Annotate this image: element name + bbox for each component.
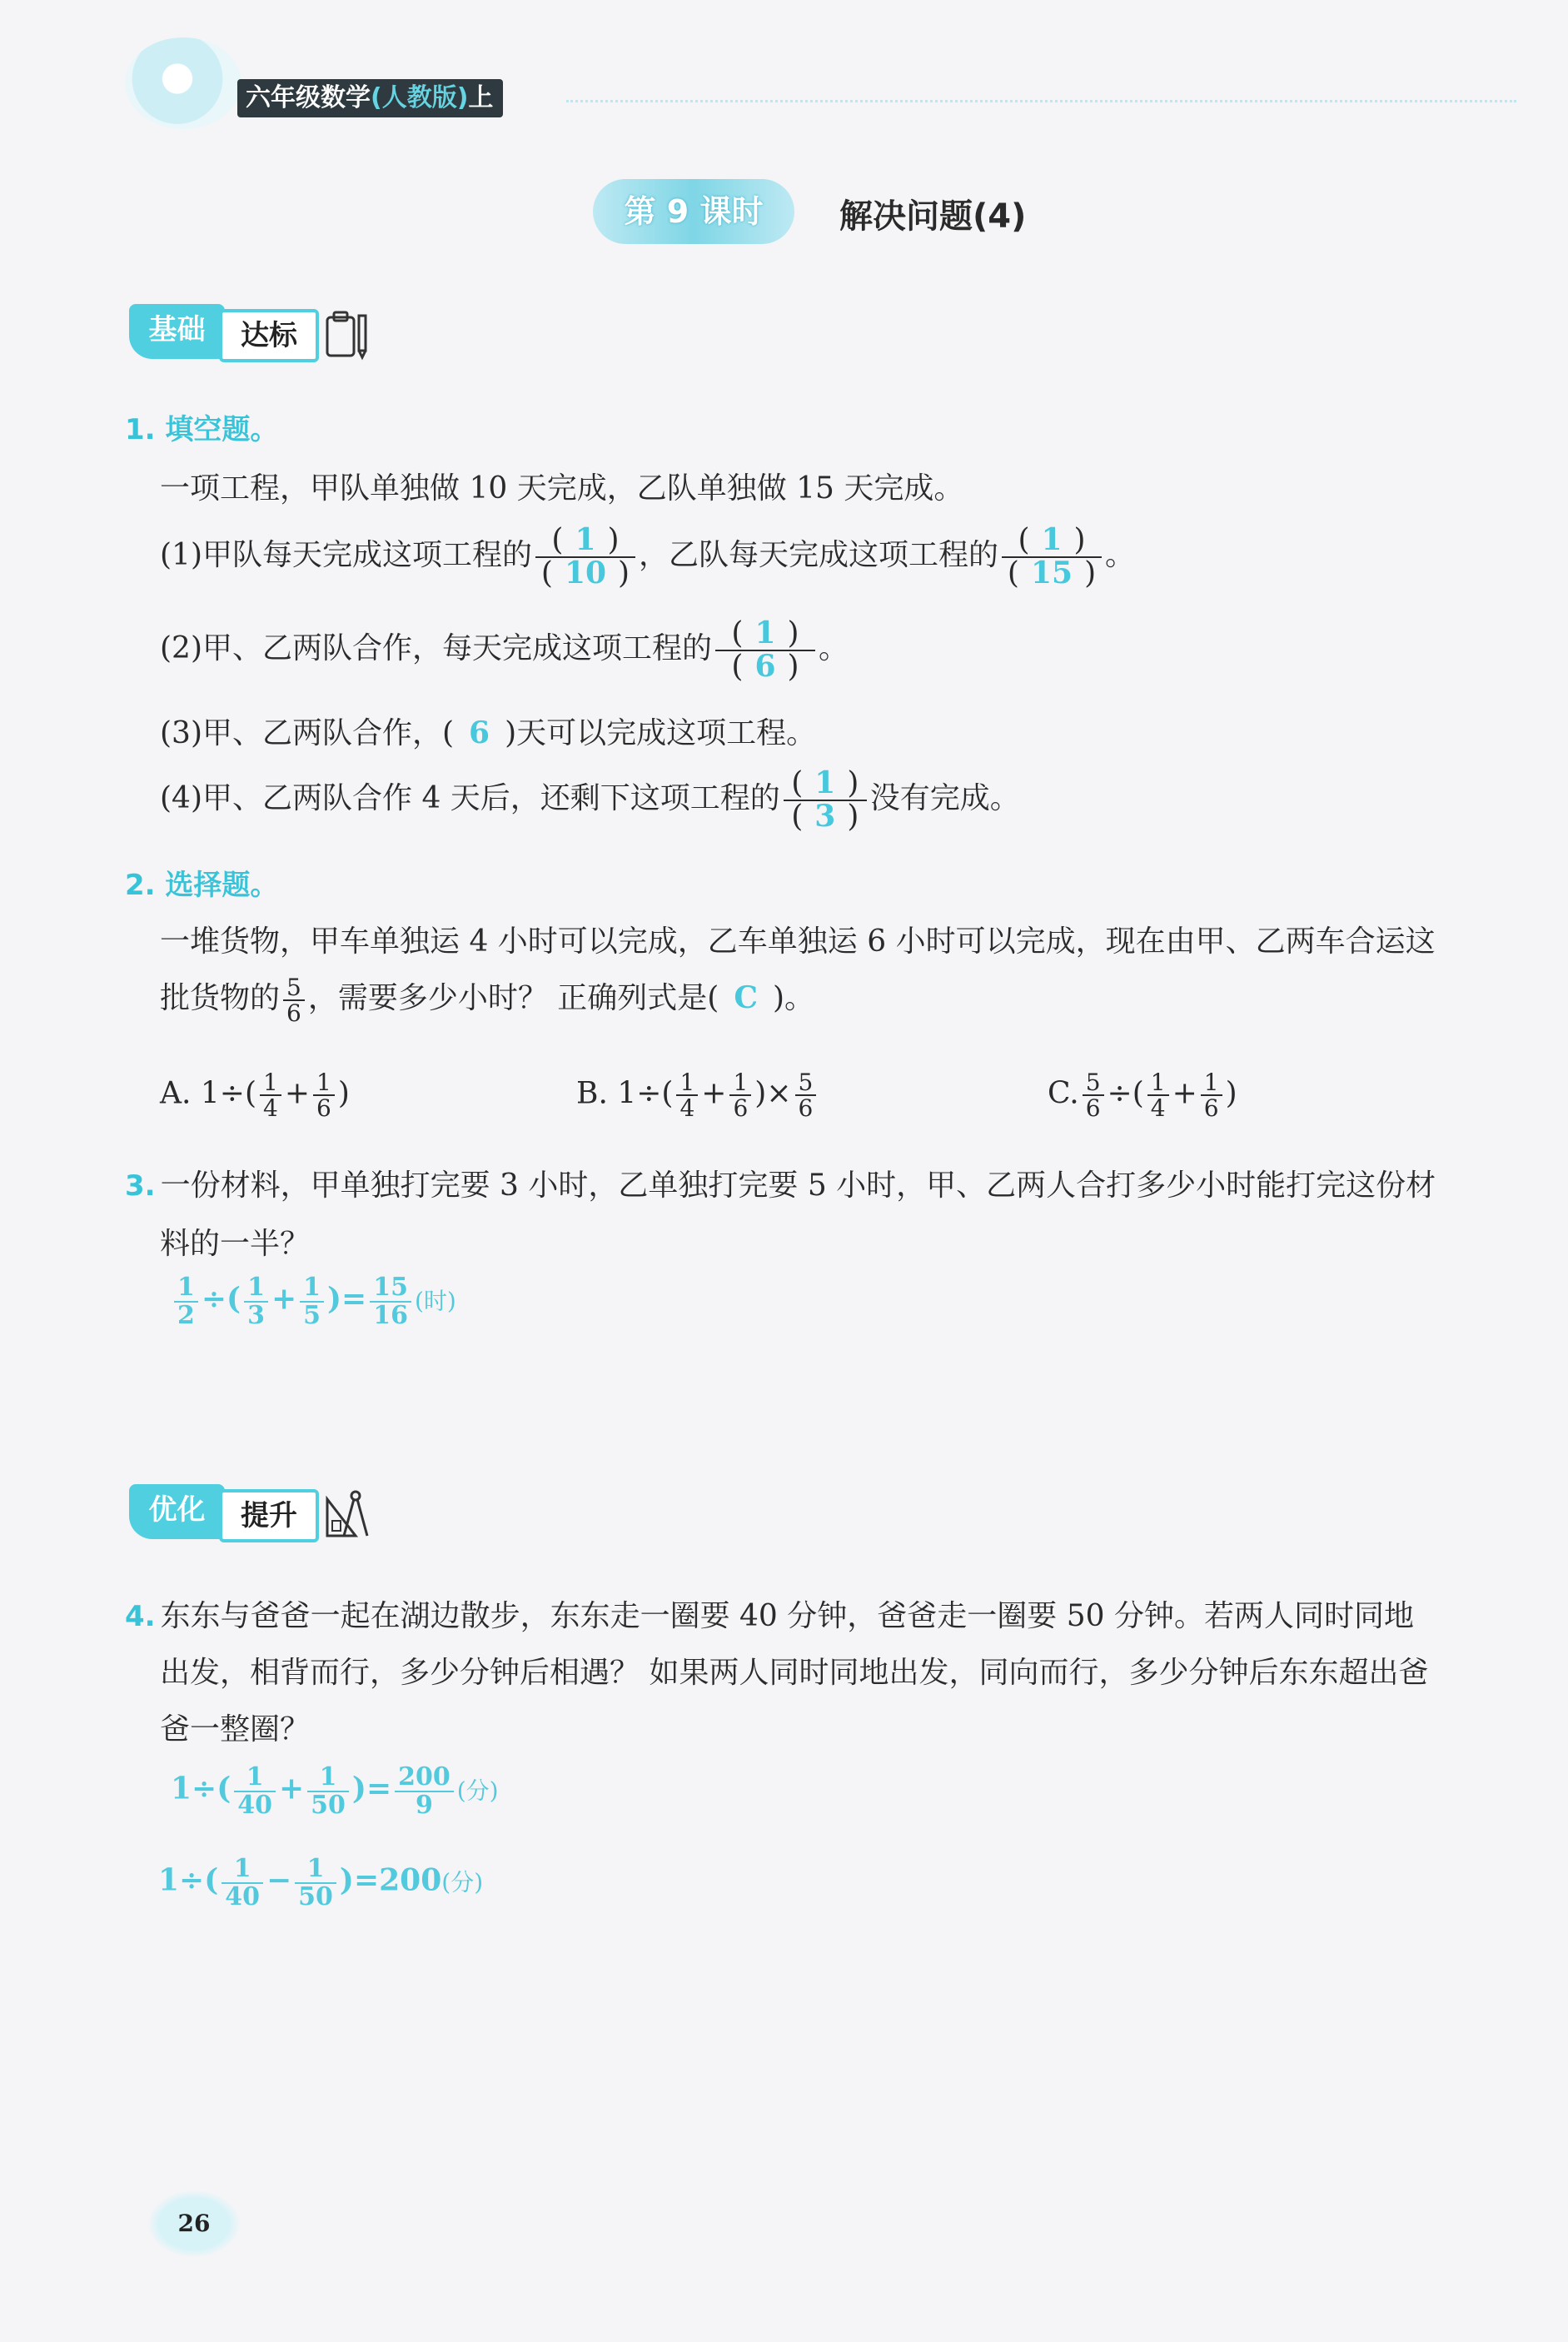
section-tag-advanced [129, 1484, 387, 1544]
section-tag-part-a: 优化 [129, 1484, 225, 1539]
q1-part3-text: (3)甲、乙两队合作，( [160, 716, 455, 750]
q1-part1-text2: ，乙队每天完成这项工程的 [639, 537, 999, 572]
section-tag-part-b: 提升 [219, 1489, 319, 1542]
q1-part3 [160, 710, 816, 752]
q1-part2-answer[interactable]: $\frac{( 1 )}{( 6 )}$ [715, 618, 815, 683]
q4-solution-2: 1÷( $\frac{1}{40}$ − $\frac{1}{50}$ )=200(分) [158, 1854, 484, 1911]
q4-text: 东东与爸爸一起在湖边散步，东东走一圈要 40 分钟，爸爸走一圈要 50 分钟。若两人同时同地 [160, 1599, 1414, 1633]
book-volume: 上 [468, 83, 494, 112]
q2-stem-end: )。 [773, 981, 815, 1015]
q3-solution: $\frac{1}{2}$ ÷( $\frac{1}{3}$ + $\frac{1}{5}$ )= $\frac{15}{16}$ (时) [171, 1274, 456, 1328]
q4-line2: 出发，相背而行，多少分钟后相遇？ 如果两人同时同地出发，同向而行，多少分钟后东东超出爸 [160, 1656, 1429, 1690]
q1-part2-end: 。 [819, 630, 849, 665]
q1-stem: 一项工程，甲队单独做 10 天完成，乙队单独做 15 天完成。 [160, 471, 964, 506]
q4-solution-1: 1÷( $\frac{1}{40}$ + $\frac{1}{50}$ )= $\frac{200}{9}$ (分) [171, 1762, 499, 1820]
ruler-compass-icon [322, 1487, 372, 1541]
q1-part4 [160, 765, 1020, 834]
q1-part2 [160, 615, 849, 684]
q1-part4-text2: 没有完成。 [869, 780, 1020, 815]
q2-stem-text: 批货物的 [160, 981, 281, 1015]
q3-line1 [125, 1162, 1436, 1204]
q2-answer[interactable]: C [734, 980, 758, 1015]
clipboard-icon [322, 307, 372, 361]
q1-part1-text: (1)甲队每天完成这项工程的 [160, 537, 532, 572]
q1-part4-answer[interactable]: $\frac{( 1 )}{( 3 )}$ [784, 768, 867, 833]
q2-stem-line2 [160, 974, 814, 1025]
q2-option-b[interactable]: B. 1÷( $\frac{1}{4}$ + $\frac{1}{6}$ )× $\frac{5}{6}$ [576, 1070, 819, 1121]
q1-heading: 1. 填空题。 [125, 413, 279, 446]
q3-text: 一份材料，甲单独打完要 3 小时，乙单独打完要 5 小时，甲、乙两人合打多少小时能打完这份材 [160, 1169, 1436, 1203]
book-subject: 六年级数学 [246, 83, 371, 112]
q4-number: 4. [125, 1600, 156, 1633]
q2-stem-line1: 一堆货物，甲车单独运 4 小时可以完成，乙车单独运 6 小时可以完成，现在由甲、乙两车合运这 [160, 924, 1436, 959]
book-edition: (人教版) [371, 83, 469, 112]
q1-part3-text2: )天可以完成这项工程。 [505, 716, 817, 750]
q2-option-a[interactable]: A. 1÷( $\frac{1}{4}$ + $\frac{1}{6}$ ) [160, 1069, 350, 1123]
book-logo [125, 37, 241, 129]
q1-part2-text: (2)甲、乙两队合作，每天完成这项工程的 [160, 630, 712, 665]
header-divider [566, 100, 1516, 102]
book-header [237, 79, 503, 117]
q2-option-c[interactable]: C. $\frac{5}{6}$ ÷( $\frac{1}{4}$ + $\frac{1}{6}$ ) [1048, 1069, 1237, 1123]
lesson-title: 解决问题(4) [839, 197, 1027, 236]
q4-line1 [125, 1592, 1414, 1635]
q3-line2: 料的一半？ [160, 1227, 311, 1261]
q1-part1 [160, 522, 1136, 590]
page-number: 26 [148, 2190, 240, 2257]
q4-line3: 爸一整圈？ [160, 1712, 311, 1747]
q1-part1-answer2[interactable]: $\frac{( 1 )}{( 15 )}$ [1002, 525, 1102, 590]
q1-part4-text: (4)甲、乙两队合作 4 天后，还剩下这项工程的 [160, 780, 780, 815]
section-tag-part-a: 基础 [129, 304, 225, 359]
q3-number: 3. [125, 1169, 156, 1203]
section-tag-part-b: 达标 [219, 309, 319, 362]
q2-stem-text2: ，需要多少小时？ 正确列式是( [307, 981, 719, 1015]
q1-part3-answer[interactable]: 6 [469, 715, 490, 750]
lesson-badge: 第 9 课时 [593, 179, 794, 244]
q1-part1-end: 。 [1105, 537, 1136, 572]
q2-stem-fraction: $\frac{5}{6}$ [283, 975, 305, 1026]
q2-heading: 2. 选择题。 [125, 869, 279, 902]
section-tag-basic [129, 304, 379, 364]
q1-part1-answer1[interactable]: $\frac{( 1 )}{( 10 )}$ [535, 525, 635, 590]
